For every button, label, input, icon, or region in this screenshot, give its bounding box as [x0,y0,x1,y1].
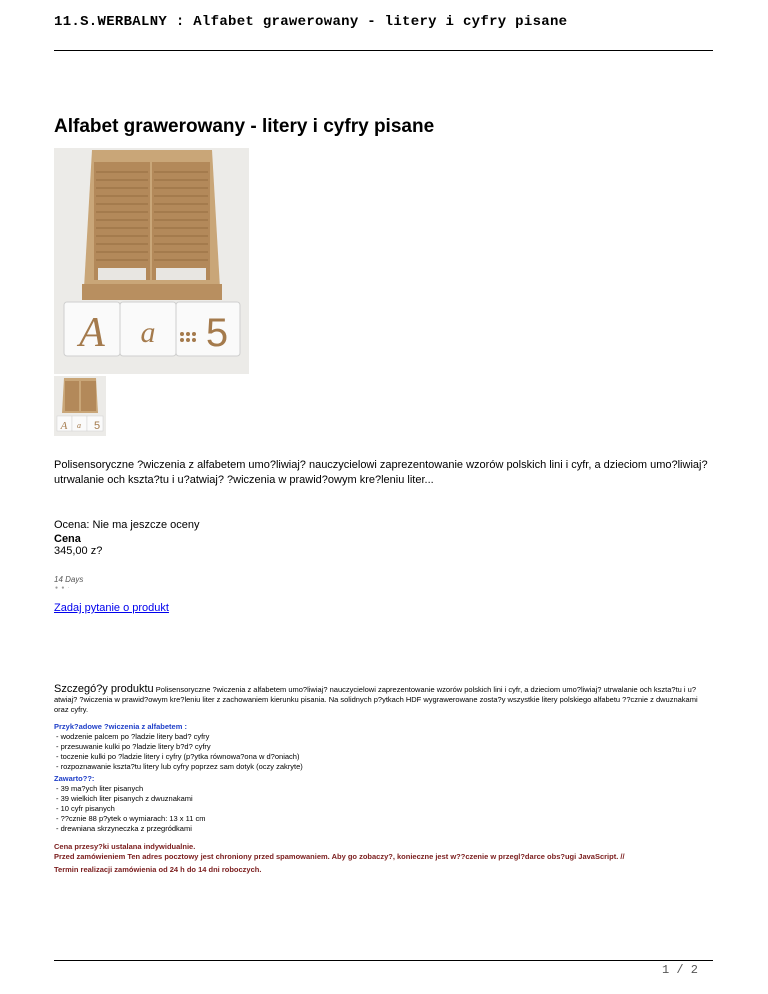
svg-text:a: a [140,316,156,349]
product-thumbnail[interactable] [54,376,106,436]
page-number: 1 / 2 [662,963,699,977]
product-title: Alfabet grawerowany - litery i cyfry pisane [54,116,435,137]
list-item: - drewniana skrzyneczka z przegródkami [56,824,192,833]
page-header-title: 11.S.WERBALNY : Alfabet grawerowany - litery i cyfry pisane [54,14,568,30]
order-notes [54,842,714,875]
list-item: - 39 ma?ych liter pisanych [56,784,144,793]
svg-text:A: A [60,420,68,432]
shipping-note: Cena przesy?ki ustalana indywidualnie. [54,842,196,851]
contents-list [56,784,206,834]
product-short-description: Polisensoryczne ?wiczenia z alfabetem umo?liwiaj? nauczycielowi zaprezentowanie wzorów polskich lini i cyfr, a dzieciom umo?liwiaj? utrwalanie och kszta?tu i u?atwiaj? ?wiczenia w prawid?owym kre?leniu liter... [54,459,708,486]
list-item: - przesuwanie kulki po ?ladzie litery b?d? cyfry [56,742,211,751]
svg-text:A: A [79,310,105,356]
footer-divider [54,960,713,961]
delivery-time-note: Termin realizacji zamówienia od 24 h do 14 dni roboczych. [54,865,262,874]
list-item: - 10 cyfr pisanych [56,804,115,813]
details-text: Polisensoryczne ?wiczenia z alfabetem umo?liwiaj? nauczycielowi zaprezentowanie wzorów polskich lini i cyfr, a dzieciom umo?liwiaj? utrwalanie och kszta?tu i u?atwiaj? ?wiczenia w prawid?owym kre?leniu liter z zachowaniem kierunku pisania. Na solidnych p?ytkach HDF wygrawerowane zosta?y wszystkie litery polskiego alfabetu ??cznie z dwuznakami oraz cyfry. [54,685,698,714]
header-divider [54,50,713,51]
list-item: - 39 wielkich liter pisanych z dwuznakami [56,794,193,803]
list-item: - ??cznie 88 p?ytek o wymiarach: 13 x 11 cm [56,814,206,823]
price-value: 345,00 z? [54,545,103,557]
price-label: Cena [54,533,81,545]
list-item: - wodzenie palcem po ?ladzie litery bad? cyfry [56,732,210,741]
rating-text: Ocena: Nie ma jeszcze oceny [54,519,200,531]
list-item: - toczenie kulki po ?ladzie litery i cyfry (p?ytka równowa?ona w d?oniach) [56,752,300,761]
list-item: - rozpoznawanie kszta?tu litery lub cyfry poprzez sam dotyk (oczy zakryte) [56,762,303,771]
delivery-days-badge: 14 Days [54,575,84,584]
email-protection-note: Przed zamówieniem Ten adres pocztowy jest chroniony przed spamowaniem. Aby go zobaczy?, konieczne jest w??czenie w przegl?darce obs?ugi JavaScript. // [54,852,625,861]
details-heading: Szczegó?y produktu [54,683,154,695]
svg-text:5: 5 [205,311,229,355]
delivery-badge-dots: ● ● · [55,585,71,591]
contents-title: Zawarto??: [54,774,95,783]
product-image[interactable] [54,148,249,374]
product-details [54,684,714,715]
exercises-title: Przyk?adowe ?wiczenia z alfabetem : [54,722,187,731]
ask-question-link[interactable]: Zadaj pytanie o produkt [54,602,169,614]
svg-text:5: 5 [93,420,101,432]
exercises-list [56,732,303,772]
svg-text:a: a [77,421,81,430]
